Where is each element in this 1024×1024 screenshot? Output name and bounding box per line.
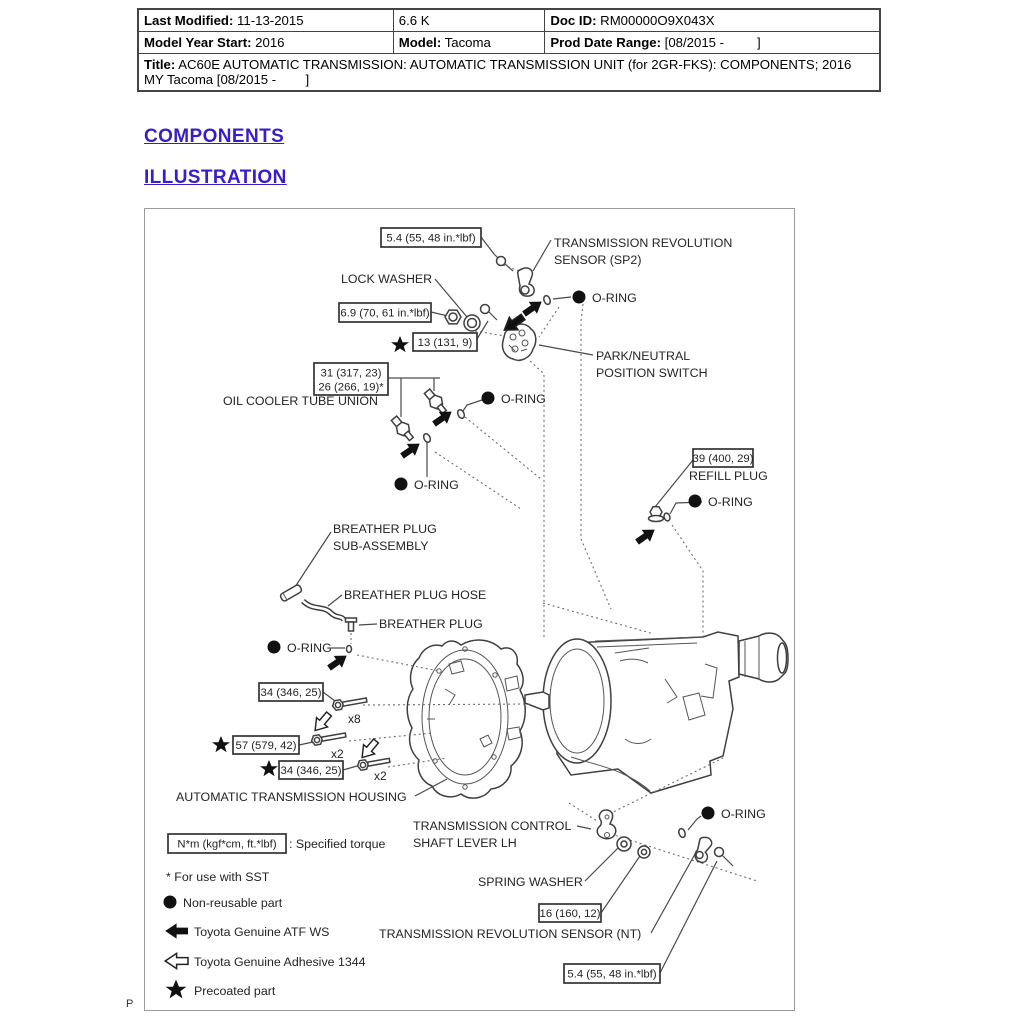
torque-value: 57 (579, 42)	[235, 740, 297, 752]
bolt-qty: x2	[374, 769, 387, 783]
legend-sst-note: * For use with SST	[166, 870, 270, 884]
torque-value: 26 (266, 19)*	[318, 381, 384, 394]
model-label: Model:	[398, 35, 442, 50]
bolt-icon	[481, 305, 498, 321]
bolt-icon	[715, 848, 734, 867]
breather-plug-part	[346, 618, 357, 631]
control-shaft-lever-label: TRANSMISSION CONTROL	[413, 819, 572, 833]
torque-spec-box	[539, 904, 601, 922]
prod-date-value: [08/2015 - ]	[661, 35, 761, 50]
nt-sensor-label: TRANSMISSION REVOLUTION SENSOR (NT)	[379, 927, 642, 941]
legend	[164, 834, 386, 998]
oring-label: O-RING	[501, 392, 546, 406]
doc-id-value: RM00000O9X043X	[596, 13, 715, 28]
breather-sub-assembly-label-2: SUB-ASSEMBLY	[333, 539, 429, 553]
washer-part	[638, 846, 650, 858]
oring-part	[678, 828, 687, 839]
non-reusable-dot-icon	[689, 495, 702, 508]
sp2-sensor-label-2: SENSOR (SP2)	[554, 253, 642, 267]
atf-arrow-icon	[633, 524, 659, 548]
model-cell	[393, 32, 545, 54]
oring-label: O-RING	[287, 641, 332, 655]
oring-part	[543, 295, 552, 306]
legend-atf: Toyota Genuine ATF WS	[194, 925, 330, 939]
oil-cooler-tube-union-part	[389, 414, 417, 444]
transmission-unit-drawing	[525, 632, 788, 793]
sp2-sensor-label: TRANSMISSION REVOLUTION	[554, 236, 733, 250]
torque-value: 31 (317, 23)	[320, 367, 382, 380]
size-value: 6.6 K	[398, 13, 430, 28]
legend-torque-unit: N*m (kgf*cm, ft.*lbf)	[177, 838, 277, 851]
hex-nut-part	[445, 310, 461, 324]
torque-spec-box	[413, 333, 477, 351]
breather-hose-label: BREATHER PLUG HOSE	[344, 588, 487, 602]
atf-arrow-icon	[520, 296, 546, 320]
torque-value: 16 (160, 12)	[539, 908, 601, 920]
transmission-control-shaft-lever-part	[597, 810, 616, 839]
transmission-housing-label: AUTOMATIC TRANSMISSION HOUSING	[176, 790, 407, 804]
oring-label: O-RING	[592, 291, 637, 305]
model-year-label: Model Year Start:	[144, 35, 252, 50]
spring-washer-part	[617, 837, 631, 851]
torque-value: 6.9 (70, 61 in.*lbf)	[340, 307, 430, 320]
legend-adhesive: Toyota Genuine Adhesive 1344	[194, 955, 366, 969]
assembly-guide-lines	[349, 265, 757, 881]
torque-value: 5.4 (55, 48 in.*lbf)	[567, 968, 657, 981]
torque-value: 39 (400, 29)	[692, 453, 754, 465]
lock-washer-label: LOCK WASHER	[341, 272, 433, 286]
non-reusable-dot-icon	[482, 392, 495, 405]
legend-non-reusable: Non-reusable part	[183, 896, 283, 910]
oil-cooler-union-label: OIL COOLER TUBE UNION	[223, 394, 378, 408]
title-value: AC60E AUTOMATIC TRANSMISSION: AUTOMATIC TRANSMISSION UNIT (for 2GR-FKS): COMPONENTS; 2016 MY Tacoma [08/2015 - ]	[144, 57, 856, 87]
bolt-qty: x8	[348, 712, 361, 726]
non-reusable-dot-icon	[268, 641, 281, 654]
torque-value: 5.4 (55, 48 in.*lbf)	[386, 232, 476, 245]
lock-washer-part	[464, 315, 480, 331]
non-reusable-dot-icon	[164, 896, 177, 909]
components-exploded-view	[145, 209, 794, 1010]
torque-value: 13 (131, 9)	[417, 337, 473, 349]
torque-spec-box	[314, 363, 388, 395]
refill-plug-part	[649, 507, 664, 522]
doc-id-cell	[545, 9, 880, 32]
last-modified-value: 11-13-2015	[233, 13, 304, 28]
torque-value: 34 (346, 25)	[280, 765, 342, 777]
oring-part	[347, 646, 352, 653]
adhesive-arrow-icon	[310, 709, 335, 735]
oring-label: O-RING	[721, 807, 766, 821]
pnp-switch-label-2: POSITION SWITCH	[596, 366, 708, 380]
torque-spec-box	[693, 449, 754, 467]
refill-plug-label: REFILL PLUG	[689, 469, 768, 483]
breather-plug-hose-part	[303, 601, 344, 620]
precoated-star-icon	[212, 736, 230, 752]
torque-spec-box	[564, 964, 660, 983]
oring-label: O-RING	[414, 478, 459, 492]
pnp-switch-label: PARK/NEUTRAL	[596, 349, 691, 363]
prod-date-label: Prod Date Range:	[550, 35, 661, 50]
torque-spec-box	[233, 736, 299, 754]
last-modified-cell	[138, 9, 393, 32]
torque-spec-box	[259, 683, 323, 701]
oring-part	[422, 433, 431, 444]
illustration-frame	[144, 208, 795, 1011]
illustration-link[interactable]: ILLUSTRATION	[144, 167, 287, 188]
non-reusable-dot-icon	[395, 478, 408, 491]
breather-plug-sub-assembly-part	[279, 584, 302, 602]
control-shaft-lever-label-2: SHAFT LEVER LH	[413, 836, 517, 850]
torque-spec-box	[279, 761, 343, 779]
prod-date-cell	[545, 32, 880, 54]
nt-sensor-part	[691, 835, 715, 864]
precoated-star-icon	[260, 760, 278, 776]
size-cell	[393, 9, 545, 32]
spring-washer-label: SPRING WASHER	[478, 875, 583, 889]
bolt-icon	[497, 257, 514, 272]
doc-id-label: Doc ID:	[550, 13, 597, 28]
torque-spec-box	[381, 228, 481, 247]
adhesive-arrow-icon	[165, 953, 188, 968]
breather-plug-label: BREATHER PLUG	[379, 617, 483, 631]
bolt-qty: x2	[331, 747, 344, 761]
legend-torque-note: : Specified torque	[289, 837, 386, 851]
input-shaft	[525, 692, 549, 710]
non-reusable-dot-icon	[702, 807, 715, 820]
title-label: Title:	[144, 57, 176, 72]
document-info-table	[137, 8, 881, 92]
page-marker: P	[126, 998, 134, 1010]
oring-part	[456, 409, 465, 420]
torque-spec-box	[339, 303, 431, 322]
sp2-sensor-part	[518, 268, 535, 296]
non-reusable-dot-icon	[573, 291, 586, 304]
model-year-value: 2016	[251, 35, 285, 50]
model-year-cell	[138, 32, 393, 54]
atf-arrow-icon	[165, 923, 188, 938]
torque-value: 34 (346, 25)	[260, 687, 322, 699]
components-link[interactable]: COMPONENTS	[144, 126, 285, 147]
last-modified-label: Last Modified:	[144, 13, 234, 28]
automatic-transmission-housing-drawing	[407, 640, 525, 798]
model-value: Tacoma	[441, 35, 491, 50]
breather-sub-assembly-label: BREATHER PLUG	[333, 522, 437, 536]
precoated-star-icon	[166, 980, 187, 999]
precoated-star-icon	[391, 336, 409, 352]
legend-precoated: Precoated part	[194, 984, 276, 998]
housing-bolt-part	[311, 730, 347, 745]
title-cell	[138, 54, 880, 92]
oring-label: O-RING	[708, 495, 753, 509]
atf-arrow-icon	[398, 438, 424, 462]
housing-bolt-part	[332, 695, 368, 710]
